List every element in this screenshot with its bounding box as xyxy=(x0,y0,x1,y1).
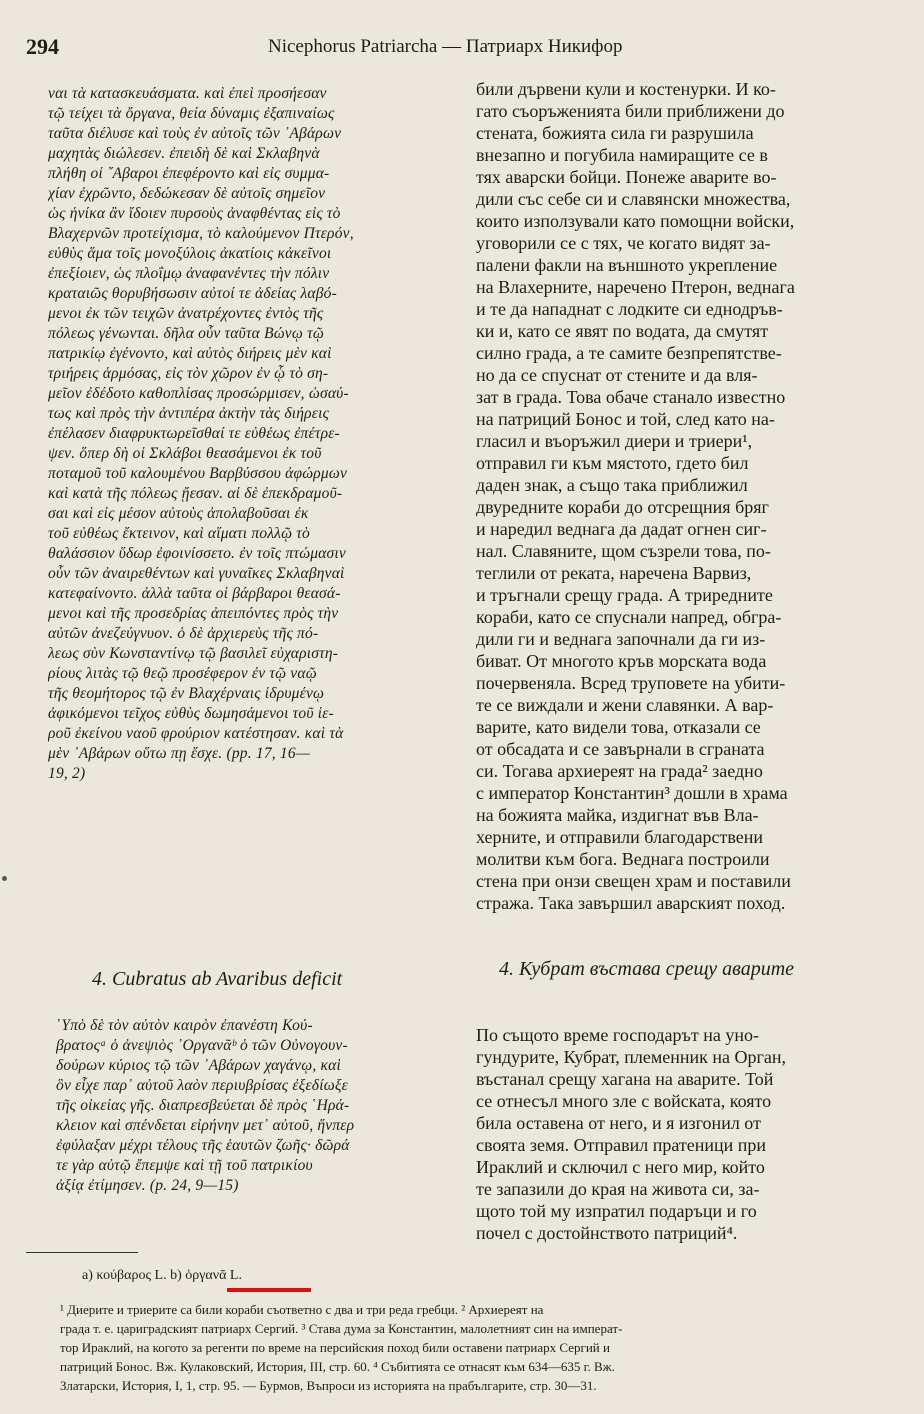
text-line: с император Константин³ дошли в храма xyxy=(476,783,788,803)
text-line: ταῦτα διέλυσε καὶ τοὺς ἐν αὐτοῖς τῶν ᾿Αβάρων xyxy=(48,125,342,142)
text-line: уговорили се с тях, че когато видят за- xyxy=(476,233,771,253)
text-line: тях аварски бойци. Понеже аварите во- xyxy=(476,167,777,187)
text-line: λεως σὺν Κωνσταντίνῳ τῷ βασιλεῖ εὐχαριστη- xyxy=(48,645,339,662)
text-line: се отнесъл много зле с войската, която xyxy=(476,1091,772,1111)
text-line: варите, като видели това, отказали се xyxy=(476,717,761,737)
text-line: πόλεως γένωνται. δῆλα οὖν ταῦτα Βώνῳ τῷ xyxy=(48,325,324,342)
red-annotation-underline xyxy=(227,1288,311,1292)
text-line: двуредните кораби до отсрещния бряг xyxy=(476,497,769,517)
text-line: и тръгнали срещу града. А триредните xyxy=(476,585,773,605)
text-line: дили със себе си и славянски множества, xyxy=(476,189,791,209)
text-line: κλειον καὶ σπένδεται εἰρήνην μετ᾿ αὐτοῦ, ἥνπερ xyxy=(56,1117,355,1134)
text-line: биват. От многото кръв морската вода xyxy=(476,651,767,671)
text-line: Βλαχερνῶν προτείχισμα, τὸ καλούμενον Πτερόν, xyxy=(48,225,354,242)
footnote-line: града т. е. цариградският патриарх Сергий. ³ Става дума за Константин, малолетният син на императ- xyxy=(60,1321,623,1336)
text-line: ἀφικόμενοι τεῖχος εὐθὺς δωμησάμενοι τοῦ ἱε- xyxy=(48,705,334,722)
bulgarian-section-text xyxy=(476,1024,908,1244)
text-line: ψεν. ὅπερ δὴ οἱ Σκλάβοι θεασάμενοι ἐκ τοῦ xyxy=(48,445,322,462)
text-line: но да се спуснат от стените и да вля- xyxy=(476,365,758,385)
text-line: стража. Така завършил аварският поход. xyxy=(476,893,786,913)
text-line: кораби, като се спуснали напред, обгра- xyxy=(476,607,782,627)
text-line: τῷ τείχει τὰ ὄργανα, θεία δύναμις ἐξαπιναίως xyxy=(48,105,335,122)
text-line: 19, 2) xyxy=(48,765,86,782)
text-line: κραταιῶς θορυβήσωσιν αὐτοί τε ἀδείας λαβό- xyxy=(48,285,337,302)
text-line: τως καὶ πρὸς τὴν ἀντιπέρα ἀκτὴν τὰς διήρεις xyxy=(48,405,330,422)
text-line: ὡς ἡνίκα ἂν ἴδοιεν πυρσοὺς ἀναφθέντας εἰς τὸ xyxy=(48,205,341,222)
text-line: зат в града. Това обаче станало известно xyxy=(476,387,786,407)
text-line: καὶ κατὰ τῆς πόλεως ᾔεσαν. αἱ δὲ ἐπεκδραμοῦ- xyxy=(48,485,343,502)
text-line: гато съоръженията били приближени до xyxy=(476,101,785,121)
text-line: ρίους λιτὰς τῷ θεῷ προσέφερον ἐν τῷ ναῷ xyxy=(48,665,317,682)
text-line: щото той му изпратил подаръци и го xyxy=(476,1201,757,1221)
page-header xyxy=(0,34,924,64)
text-line: си. Тогава архиереят на града² заедно xyxy=(476,761,763,781)
text-line: те запазили до края на живота си, за- xyxy=(476,1179,760,1199)
footnote-line: Златарски, История, I, 1, стр. 95. — Бурмов, Въпроси из историята на прабългарите, стр. 30—31. xyxy=(60,1378,597,1393)
text-line: палени факли на външното укрепление xyxy=(476,255,778,275)
text-line: ἀξίᾳ ἐτίμησεν. (p. 24, 9—15) xyxy=(56,1177,239,1194)
text-line: πλήθη οἱ ῎Αβαροι ἐπεφέροντο καὶ εἰς συμμα- xyxy=(48,165,330,182)
footnote-line: ¹ Диерите и триерите са били кораби съответно с два и три реда гребци. ² Архиереят на xyxy=(60,1302,544,1317)
text-line: οὖν τῶν ἀναιρεθέντων καὶ γυναῖκες Σκλαβηναὶ xyxy=(48,565,345,582)
text-line: почервеняла. Всред труповете на убити- xyxy=(476,673,786,693)
footnotes xyxy=(60,1300,910,1395)
text-line: ἐπέλασεν διαφρυκτωρεῖσθαί τε εὐθέως ἐπέτρε- xyxy=(48,425,340,442)
text-line: ῾Υπὸ δὲ τὸν αὐτὸν καιρὸν ἐπανέστη Κού- xyxy=(56,1017,313,1034)
text-line: от обсадата и се завърнали в сграната xyxy=(476,739,765,759)
text-line: τῆς οἰκείας γῆς. διαπρεσβεύεται δὲ πρὸς ῾Ηρά- xyxy=(56,1097,350,1114)
text-line: на патриций Бонос и той, след като на- xyxy=(476,409,775,429)
text-line: въстанал срещу хагана на аварите. Той xyxy=(476,1069,774,1089)
text-line: κατεφαίνοντο. ἀλλὰ ταῦτα οἱ βάρβαροι θεασά- xyxy=(48,585,341,602)
text-line: своята земя. Отправил пратеници при xyxy=(476,1135,767,1155)
text-line: нал. Славяните, щом съзрели това, по- xyxy=(476,541,771,561)
text-line: По същото време господарът на уно- xyxy=(476,1025,759,1045)
text-line: σαι καὶ εἰς μέσον αὐτοὺς ἀπολαβοῦσαι ἐκ xyxy=(48,505,309,522)
text-line: били дървени кули и костенурки. И ко- xyxy=(476,79,776,99)
text-line: δούρων κύριος τῷ τῶν ᾿Αβάρων χαγάνῳ, καὶ xyxy=(56,1057,341,1074)
page-number: 294 xyxy=(26,34,59,59)
footnote-line: патриций Бонос. Вж. Кулаковский, История, III, стр. 60. ⁴ Събитията се отнасят към 634—635 г. Вж. xyxy=(60,1359,615,1374)
bulgarian-text-column xyxy=(476,78,908,914)
text-line: на божията майка, издигнат във Вла- xyxy=(476,805,759,825)
running-title: Nicephorus Patriarcha — Патриарх Никифор xyxy=(268,36,623,57)
text-line: била оставена от него, и я изгонил от xyxy=(476,1113,761,1133)
text-line: μαχητὰς διώλεσεν. ἐπειδὴ δὲ καὶ Σκλαβηνὰ xyxy=(48,145,320,162)
text-line: τριήρεις ἁρμόσας, εἰς τὸν χῶρον ἐν ᾧ τὸ ση- xyxy=(48,365,329,382)
text-line: Ираклий и сключил с него мир, който xyxy=(476,1157,765,1177)
text-line: ποταμοῦ τοῦ καλουμένου Βαρβύσσου ἀφώρμων xyxy=(48,465,348,482)
apparatus-note: a) κούβαρος L. b) ὀργανᾶ L. xyxy=(82,1268,242,1283)
text-line: εὐθὺς ἅμα τοῖς μονοξύλοις ἀκατίοις κἀκεῖνοι xyxy=(48,245,332,262)
text-line: стената, божията сила ги разрушила xyxy=(476,123,754,143)
text-line: те се виждали и жени славянки. А вар- xyxy=(476,695,774,715)
text-line: силно града, а те самите безпрепятстве- xyxy=(476,343,782,363)
section-heading-bulgarian: 4. Кубрат въстава срещу аварите xyxy=(499,958,795,980)
text-line: μὲν ᾿Αβάρων οὕτω πῃ ἔσχε. (pp. 17, 16— xyxy=(48,745,310,762)
text-line: θαλάσσιον ὕδωρ ἐφοινίσσετο. ἐν τοῖς πτώμασιν xyxy=(48,545,346,562)
text-line: и те да нападнат с лодките си еднодръв- xyxy=(476,299,783,319)
text-line: μενοι καὶ τῆς προσεδρίας ἀπειπόντες πρὸς τὴν xyxy=(48,605,339,622)
text-line: αὐτῶν ἀνεζεύγνυον. ὁ δὲ ἀρχιερεὺς τῆς πό- xyxy=(48,625,319,642)
text-line: τοῦ εὐθέως ἔκτεινον, καὶ αἵματι πολλῷ τὸ xyxy=(48,525,311,542)
footnote-divider xyxy=(26,1252,138,1253)
text-line: μεῖον ἐδέδοτο καθοπλίσας προσώρμισεν, ὡσαύ- xyxy=(48,385,349,402)
text-line: и наредил веднага да дадат огнен сиг- xyxy=(476,519,767,539)
text-line: херните, и отправили благодарствени xyxy=(476,827,764,847)
text-line: гундурите, Кубрат, племенник на Орган, xyxy=(476,1047,787,1067)
text-line: τῆς θεομήτορος τῷ ἐν Βλαχέρναις ἱδρυμένῳ xyxy=(48,685,325,702)
text-line: τε γὰρ αὐτῷ ἔπεμψε καὶ τῇ τοῦ πατρικίου xyxy=(56,1157,313,1174)
text-line: ἐπεξίοιεν, ὡς πλοΐμῳ ἀναφανέντες τὴν πόλιν xyxy=(48,265,330,282)
text-line: дили ги и веднага започнали да ги из- xyxy=(476,629,766,649)
text-line: молитви към бога. Веднага построили xyxy=(476,849,770,869)
text-line: βρατοςᵃ ὁ ἀνεψιὸς ᾿Οργανᾶᵇ ὁ τῶν Οὐνογουν- xyxy=(56,1037,348,1054)
text-line: ки и, като се явят по водата, да смутят xyxy=(476,321,769,341)
text-line: ὃν εἶχε παρ᾿ αὐτοῦ λαὸν περιυβρίσας ἐξεδίωξε xyxy=(56,1077,348,1094)
footnote-line: тор Ираклий, на когото за регенти по време на персийския поход били оставени патриарх Сергий и xyxy=(60,1340,610,1355)
text-line: на Влахерните, наречено Птерон, веднага xyxy=(476,277,795,297)
text-line: даден знак, а също така приближил xyxy=(476,475,748,495)
greek-text-column xyxy=(48,84,460,784)
text-line: отправил ги към мястото, гдето бил xyxy=(476,453,749,473)
margin-mark xyxy=(2,876,7,881)
text-line: μενοι ἐκ τῶν τειχῶν ἀνατρέχοντες ἐντὸς τῆς xyxy=(48,305,324,322)
text-line: гласил и въоръжил диери и триери¹, xyxy=(476,431,753,451)
text-line: ἐφύλαξαν μέχρι τέλους τῆς ἑαυτῶν ζωῆς· δῶρά xyxy=(56,1137,350,1154)
text-line: които използували като помощни войски, xyxy=(476,211,795,231)
text-line: χίαν ἐχρῶντο, δεδώκεσαν δὲ αὐτοῖς σημεῖον xyxy=(48,185,326,202)
text-line: теглили от реката, наречена Варвиз, xyxy=(476,563,752,583)
text-line: πατρικίῳ ἐγένοντο, καὶ αὐτὸς διήρεις μὲν καὶ xyxy=(48,345,332,362)
text-line: стена при онзи свещен храм и поставили xyxy=(476,871,791,891)
text-line: внезапно и погубила намиращите се в xyxy=(476,145,768,165)
text-line: почел с достойнството патриций⁴. xyxy=(476,1223,738,1243)
text-line: ναι τὰ κατασκευάσματα. καὶ ἐπεὶ προσήεσαν xyxy=(48,85,327,102)
section-heading-latin: 4. Cubratus ab Avaribus deficit xyxy=(92,968,343,990)
text-line: ροῦ ἐκείνου ναοῦ φρούριον κατέστησαν. καὶ τὰ xyxy=(48,725,344,742)
greek-section-text xyxy=(56,1016,458,1196)
